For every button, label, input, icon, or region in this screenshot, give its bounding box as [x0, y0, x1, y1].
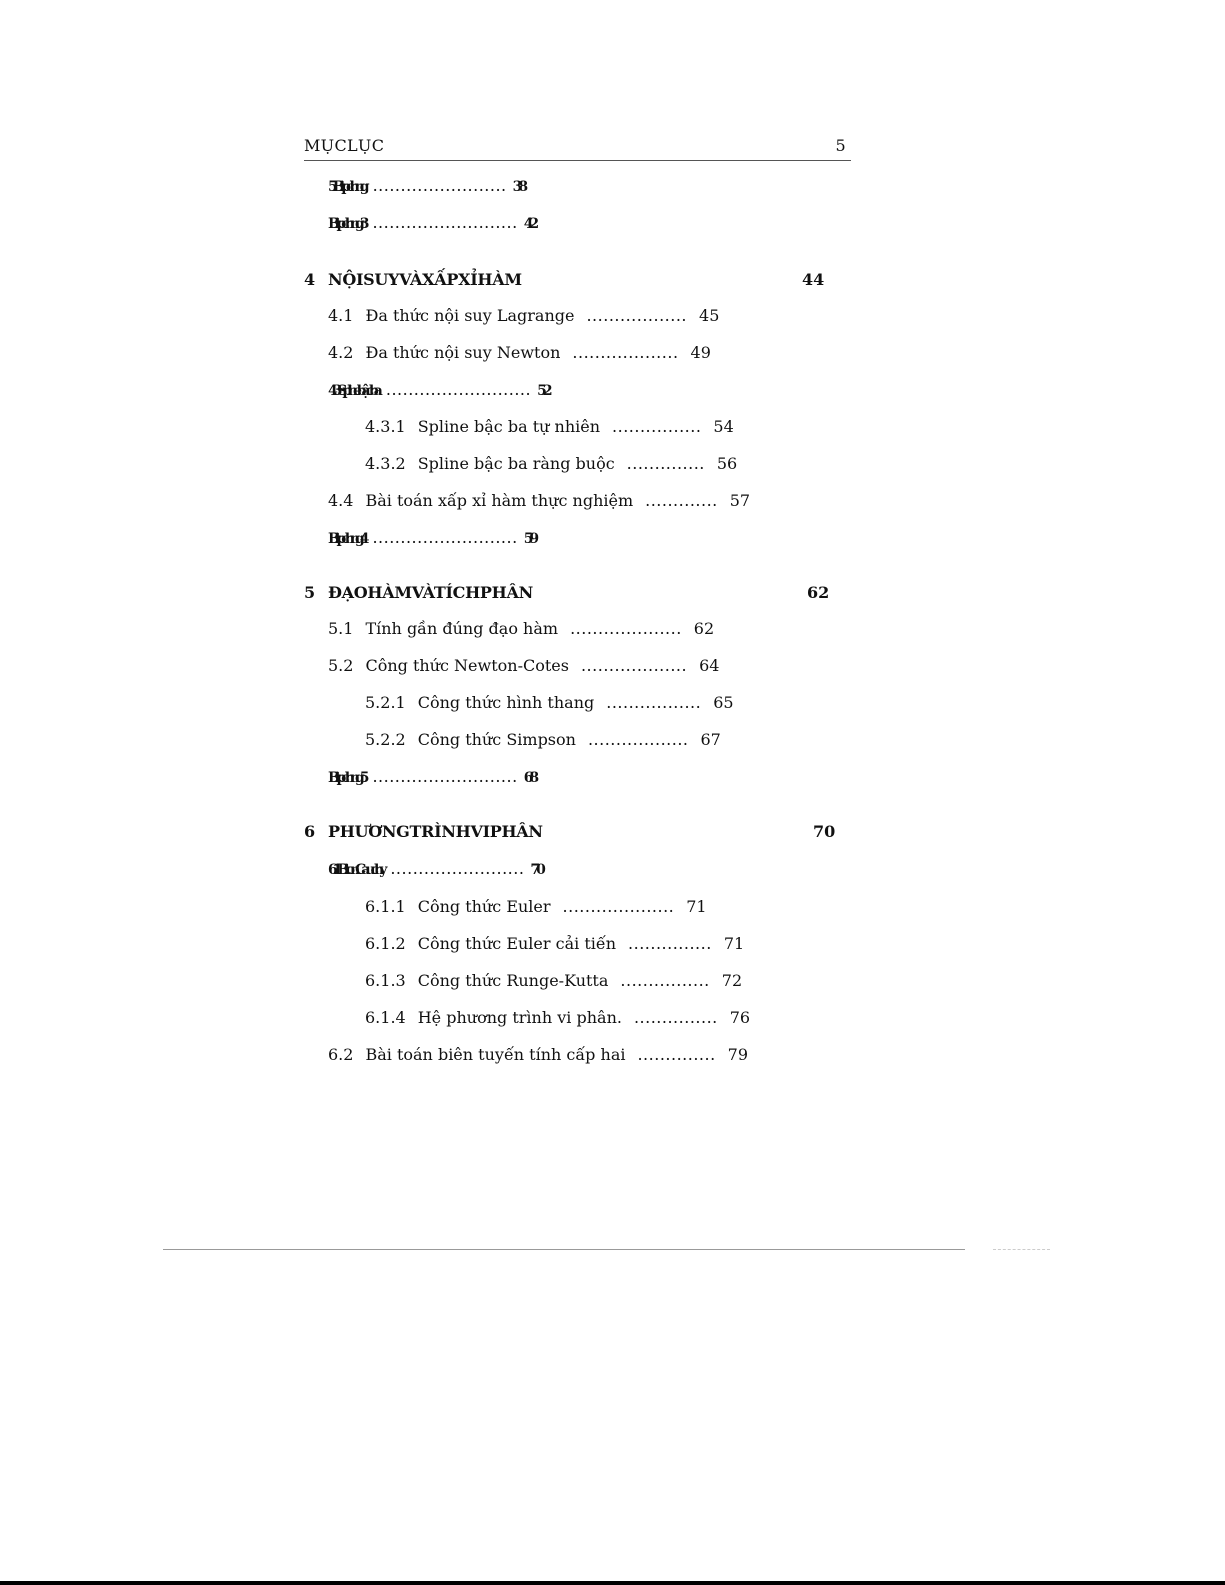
toc-entry-leader: .......................... — [372, 213, 518, 232]
chapter-page: 70 — [813, 822, 836, 841]
section-number: 4.3.2 — [365, 454, 406, 473]
toc-entry-leader: .................... — [562, 897, 675, 916]
toc-entry-label: 6.1 Bi ton Cauchy — [328, 862, 383, 878]
toc-entry-label: Bi tpch ng 4 — [328, 531, 365, 547]
toc-entry-leader: ............... — [628, 934, 712, 953]
chapter-title: ĐẠOHÀMVÀTÍCHPHÂN — [328, 583, 533, 602]
section-number: 6.1.1 — [365, 897, 406, 916]
toc-entry-garbled[interactable] — [328, 765, 535, 789]
toc-entry-leader: ............... — [633, 1008, 718, 1027]
section-title: Công thức Newton-Cotes — [365, 656, 569, 675]
toc-entry-5-1[interactable] — [328, 617, 714, 641]
toc-entry-garbled[interactable] — [328, 526, 535, 550]
toc-entry-leader: .......................... — [372, 528, 518, 547]
toc-entry-label: Bi tpch ng 3 — [328, 216, 365, 232]
toc-entry-label: 5Bi tpch ng — [328, 179, 365, 195]
toc-entry-6-2[interactable] — [328, 1043, 748, 1067]
header-rule — [304, 160, 851, 161]
toc-entry-label: 4.3 Spline bậc ba — [328, 383, 378, 399]
section-number: 4.4 — [328, 491, 354, 510]
section-title: Đa thức nội suy Lagrange — [365, 306, 575, 325]
section-page: 76 — [729, 1008, 751, 1027]
toc-entry-leader: ................ — [612, 417, 702, 436]
chapter-page: 62 — [807, 583, 830, 602]
toc-entry-leader: .................. — [586, 306, 688, 325]
toc-entry-leader: ............. — [645, 491, 718, 510]
toc-chapter-6[interactable] — [304, 820, 844, 844]
toc-entry-leader: .......................... — [385, 380, 532, 399]
section-title: Bài toán biên tuyến tính cấp hai — [365, 1045, 626, 1064]
toc-entry-leader: .............. — [637, 1045, 716, 1064]
toc-entry-6-1-4[interactable] — [365, 1006, 750, 1030]
section-title: Công thức Euler — [417, 897, 551, 916]
toc-chapter-4[interactable] — [304, 268, 834, 292]
footer-rule-fragment — [993, 1249, 1050, 1250]
section-number: 4.2 — [328, 343, 354, 362]
toc-entry-5-2-2[interactable] — [365, 728, 721, 752]
section-title: Công thức Euler cải tiến — [417, 934, 617, 953]
toc-entry-garbled[interactable] — [328, 378, 549, 402]
toc-chapter-5[interactable] — [304, 581, 834, 605]
section-title: Spline bậc ba ràng buộc — [417, 454, 615, 473]
section-number: 5.1 — [328, 619, 354, 638]
chapter-title: PHƯƠNGTRÌNHVIPHÂN — [328, 822, 543, 841]
section-number: 6.2 — [328, 1045, 354, 1064]
section-page: 71 — [723, 934, 745, 953]
running-header-title: MỤCLỤC — [304, 136, 385, 155]
page-bottom-edge — [0, 1581, 1225, 1585]
section-number: 5.2.2 — [365, 730, 406, 749]
running-header — [304, 136, 851, 160]
section-page: 62 — [693, 619, 715, 638]
toc-entry-page: 70 — [530, 862, 542, 878]
toc-entry-4-3-2[interactable] — [365, 452, 737, 476]
toc-entry-leader: ........................ — [390, 859, 525, 878]
section-page: 56 — [716, 454, 738, 473]
section-title: Đa thức nội suy Newton — [365, 343, 561, 362]
section-page: 65 — [713, 693, 734, 712]
toc-entry-page: 52 — [537, 383, 549, 399]
toc-entry-leader: ................. — [606, 693, 702, 712]
section-page: 71 — [686, 897, 707, 916]
section-page: 54 — [713, 417, 734, 436]
section-number: 6.1.3 — [365, 971, 406, 990]
section-title: Hệ phương trình vi phân. — [417, 1008, 622, 1027]
section-title: Công thức Simpson — [417, 730, 576, 749]
section-title: Bài toán xấp xỉ hàm thực nghiệm — [365, 491, 634, 510]
toc-entry-leader: ................... — [580, 656, 688, 675]
toc-entry-garbled[interactable] — [328, 174, 524, 198]
toc-entry-4-4[interactable] — [328, 489, 750, 513]
footer-rule — [163, 1249, 965, 1250]
section-page: 45 — [699, 306, 720, 325]
toc-entry-page: 59 — [523, 531, 536, 547]
toc-entry-garbled[interactable] — [328, 211, 535, 235]
section-title: Công thức hình thang — [417, 693, 595, 712]
toc-entry-page: 38 — [512, 179, 525, 195]
section-title: Công thức Runge-Kutta — [417, 971, 609, 990]
section-page: 49 — [690, 343, 711, 362]
toc-entry-leader: ................ — [620, 971, 710, 990]
toc-entry-leader: ................... — [572, 343, 679, 362]
section-page: 64 — [699, 656, 720, 675]
section-title: Tính gần đúng đạo hàm — [365, 619, 559, 638]
chapter-page: 44 — [802, 270, 825, 289]
toc-entry-6-1-1[interactable] — [365, 895, 707, 919]
toc-entry-label: Bi tpch ng 5 — [328, 770, 365, 786]
section-number: 4.1 — [328, 306, 354, 325]
chapter-title: NỘISUYVÀXẤPXỈHÀM — [328, 270, 522, 289]
toc-entry-leader: .............. — [626, 454, 705, 473]
section-page: 79 — [727, 1045, 749, 1064]
toc-entry-page: 42 — [523, 216, 536, 232]
chapter-number: 4 — [304, 270, 316, 289]
section-number: 5.2.1 — [365, 693, 406, 712]
toc-entry-4-3-1[interactable] — [365, 415, 734, 439]
toc-entry-4-1[interactable] — [328, 304, 719, 328]
section-number: 4.3.1 — [365, 417, 406, 436]
toc-entry-6-1-3[interactable] — [365, 969, 742, 993]
toc-entry-leader: .......................... — [372, 767, 518, 786]
toc-entry-6-1-2[interactable] — [365, 932, 744, 956]
toc-entry-garbled[interactable] — [328, 857, 542, 881]
section-number: 5.2 — [328, 656, 354, 675]
section-page: 57 — [729, 491, 751, 510]
section-page: 67 — [700, 730, 721, 749]
toc-entry-leader: .................... — [570, 619, 682, 638]
section-number: 6.1.2 — [365, 934, 406, 953]
running-header-page-number: 5 — [835, 136, 846, 155]
toc-entry-5-2[interactable] — [328, 654, 719, 678]
chapter-number: 6 — [304, 822, 316, 841]
section-number: 6.1.4 — [365, 1008, 406, 1027]
toc-entry-4-2[interactable] — [328, 341, 711, 365]
chapter-number: 5 — [304, 583, 316, 602]
toc-entry-page: 68 — [523, 770, 536, 786]
toc-entry-leader: ........................ — [372, 176, 507, 195]
toc-entry-5-2-1[interactable] — [365, 691, 734, 715]
toc-entry-leader: .................. — [587, 730, 689, 749]
section-page: 72 — [721, 971, 743, 990]
section-title: Spline bậc ba tự nhiên — [417, 417, 601, 436]
